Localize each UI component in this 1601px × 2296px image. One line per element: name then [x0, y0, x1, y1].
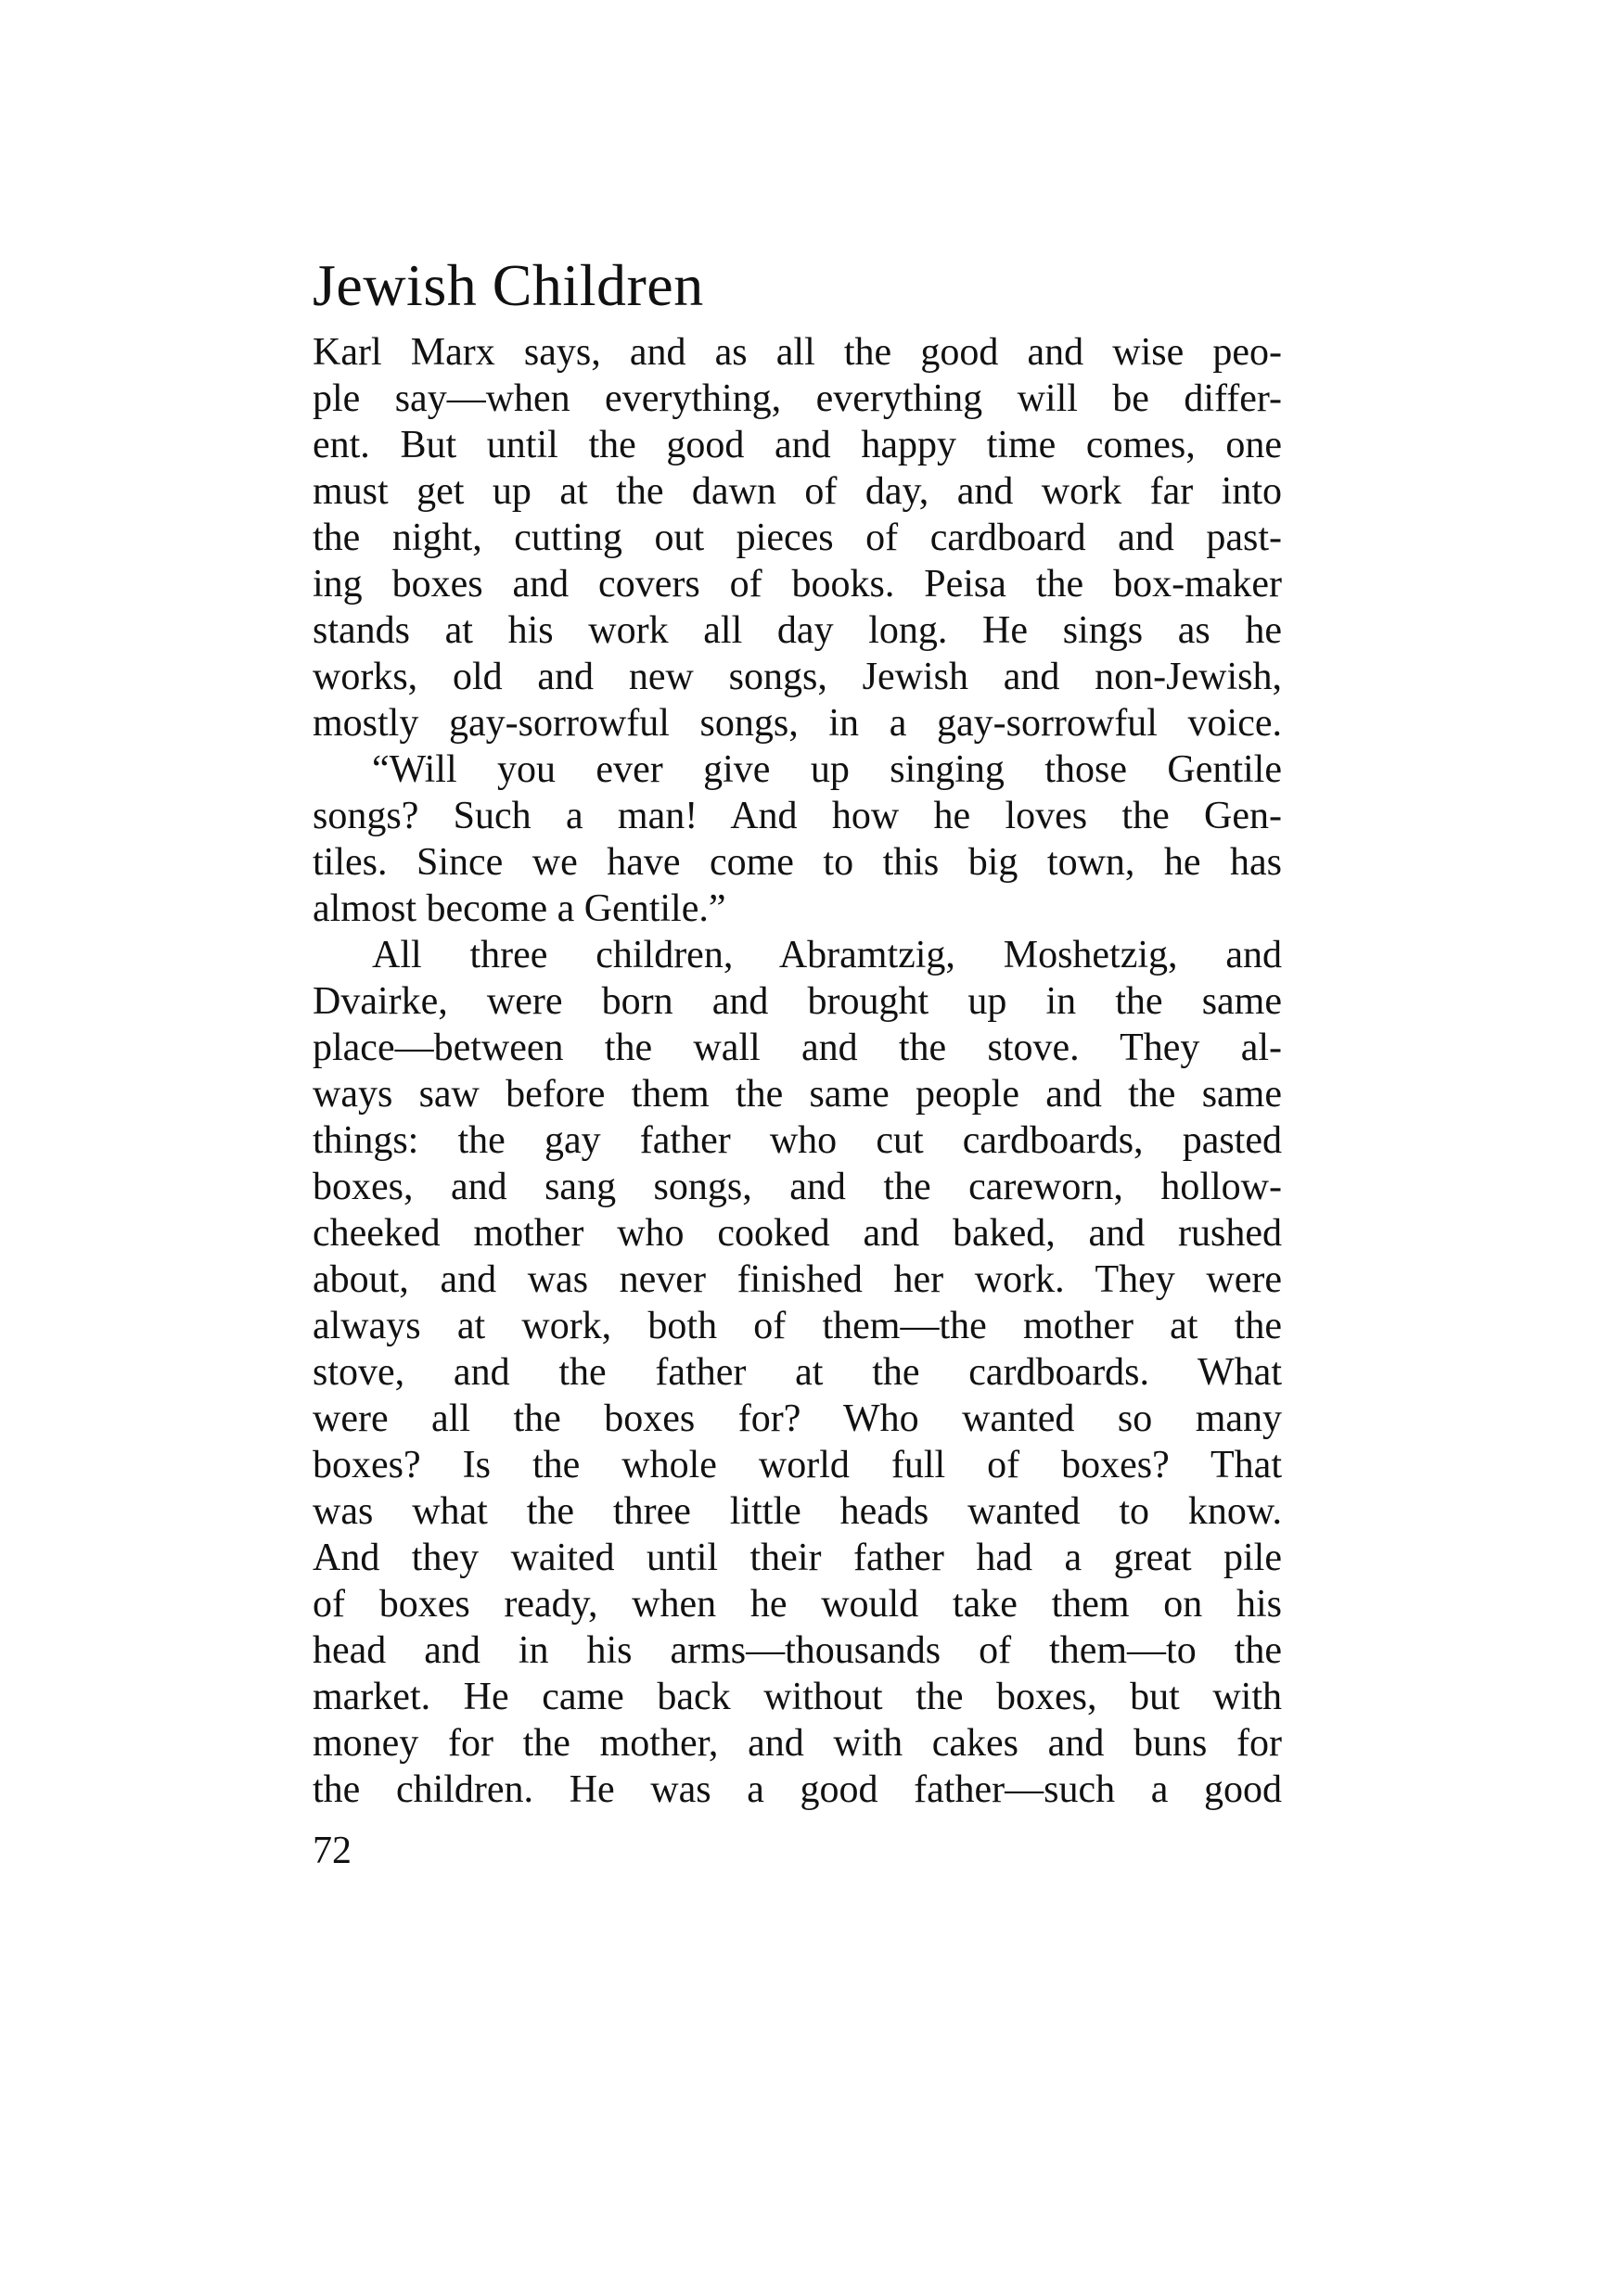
text-line: boxes? Is the whole world full of boxes? That — [313, 1444, 1282, 1486]
text-line: of boxes ready, when he would take them on his — [313, 1583, 1282, 1626]
text-line: the night, cutting out pieces of cardboard and past- — [313, 517, 1282, 559]
text-line: All three children, Abramtzig, Moshetzig, and — [372, 934, 1282, 976]
text-line: head and in his arms—thousands of them—to the — [313, 1629, 1282, 1672]
text-line: tiles. Since we have come to this big town, he has — [313, 841, 1282, 884]
text-line: stands at his work all day long. He sings as he — [313, 609, 1282, 652]
text-line: ways saw before them the same people and the same — [313, 1073, 1282, 1116]
text-line: songs? Such a man! And how he loves the Gen- — [313, 795, 1282, 837]
text-line: boxes, and sang songs, and the careworn, hollow- — [313, 1166, 1282, 1208]
text-line: was what the three little heads wanted to know. — [313, 1490, 1282, 1533]
text-line: stove, and the father at the cardboards. What — [313, 1351, 1282, 1394]
text-line: always at work, both of them—the mother at the — [313, 1305, 1282, 1347]
text-line: the children. He was a good father—such a good — [313, 1768, 1282, 1811]
body-text — [313, 329, 1282, 1813]
text-line: ent. But until the good and happy time comes, one — [313, 424, 1282, 466]
text-line: place—between the wall and the stove. They al- — [313, 1027, 1282, 1069]
text-line: mostly gay-sorrowful songs, in a gay-sorrowful voice. — [313, 702, 1282, 745]
text-line: market. He came back without the boxes, but with — [313, 1676, 1282, 1718]
text-line: things: the gay father who cut cardboards, pasted — [313, 1119, 1282, 1162]
text-line: ing boxes and covers of books. Peisa the box-maker — [313, 563, 1282, 606]
text-line: were all the boxes for? Who wanted so many — [313, 1397, 1282, 1440]
text-line: about, and was never finished her work. They were — [313, 1258, 1282, 1301]
text-line: ple say—when everything, everything will be differ- — [313, 377, 1282, 420]
text-line: works, old and new songs, Jewish and non-Jewish, — [313, 656, 1282, 698]
text-line: cheeked mother who cooked and baked, and rushed — [313, 1212, 1282, 1255]
text-line: Dvairke, were born and brought up in the same — [313, 980, 1282, 1023]
running-head: Jewish Children — [313, 252, 704, 318]
text-line: “Will you ever give up singing those Gentile — [372, 748, 1282, 791]
text-line: money for the mother, and with cakes and buns for — [313, 1722, 1282, 1765]
page-number: 72 — [313, 1830, 352, 1872]
text-line: And they waited until their father had a great pile — [313, 1537, 1282, 1579]
text-line: almost become a Gentile.” — [313, 887, 726, 930]
text-line: Karl Marx says, and as all the good and wise peo- — [313, 331, 1282, 374]
text-line: must get up at the dawn of day, and work far into — [313, 470, 1282, 513]
